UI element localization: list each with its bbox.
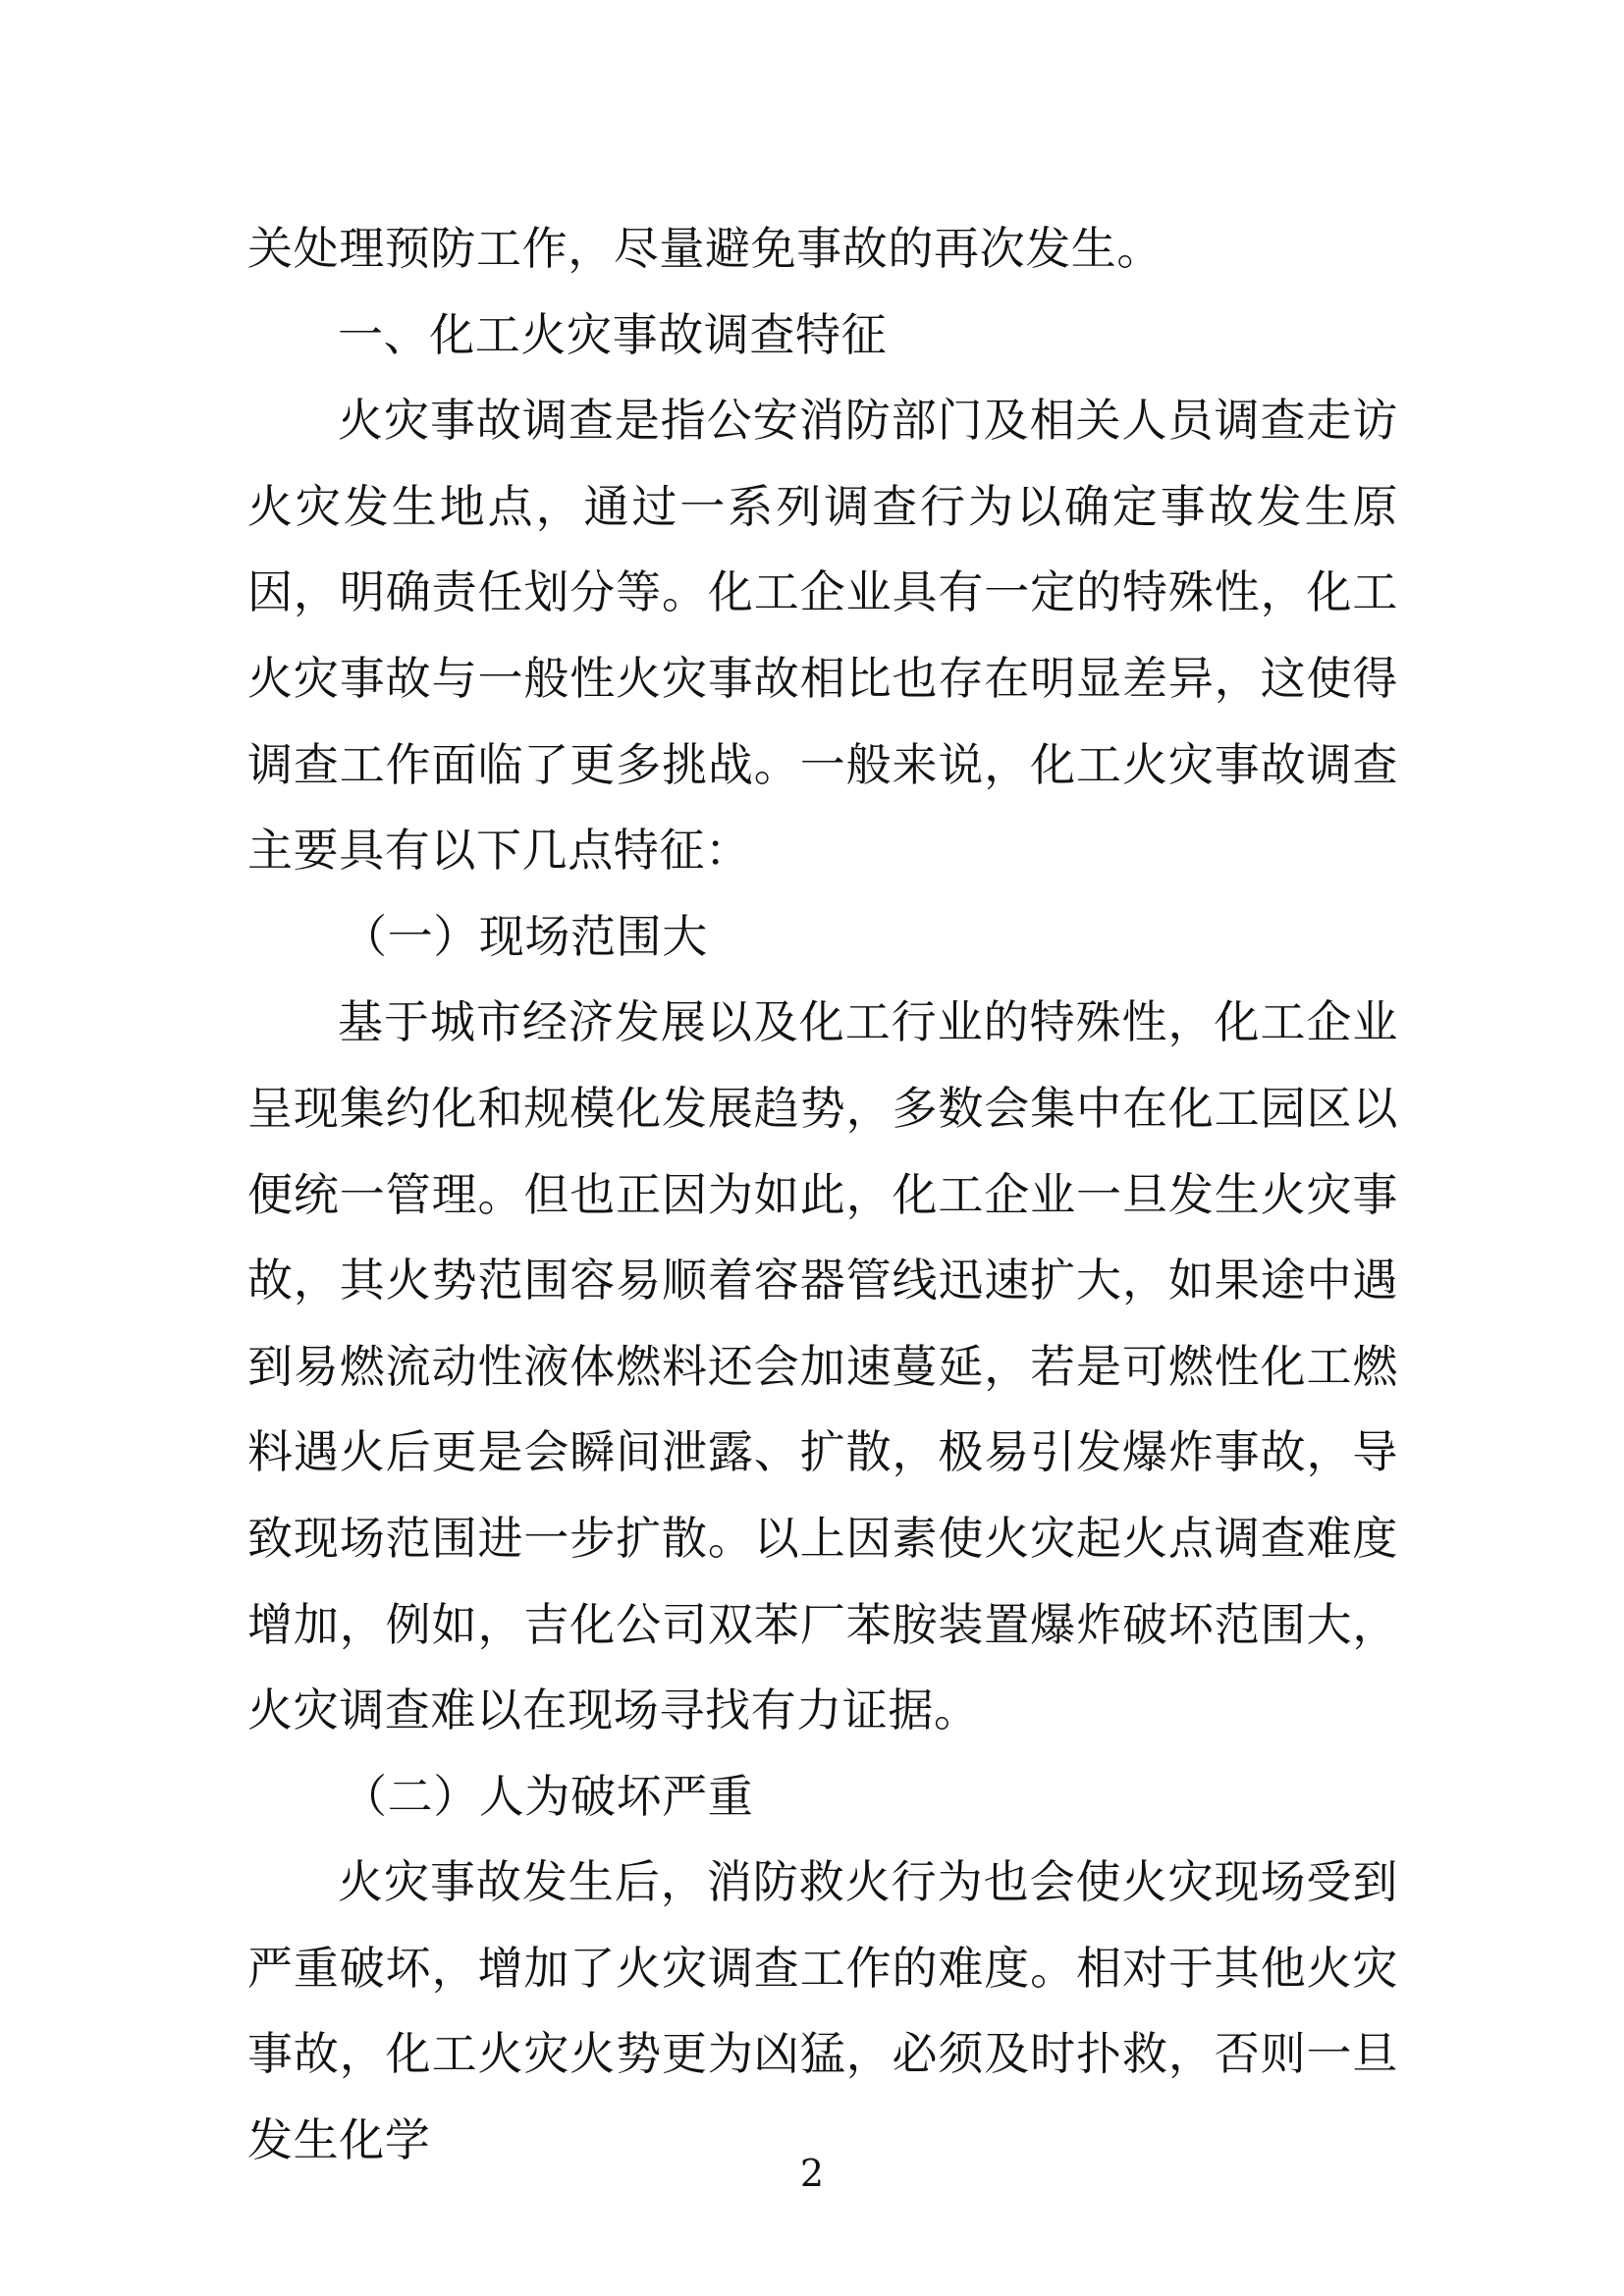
page-number: 2 [799, 2152, 825, 2195]
paragraph: 火灾事故发生后，消防救火行为也会使火灾现场受到严重破坏，增加了火灾调查工作的难度。相对于其他火灾事故，化工火灾火势更为凶猛，必须及时扑救，否则一旦发生化学 [247, 1855, 1398, 2167]
section-heading: 一、化工火灾事故调查特征 [338, 307, 888, 361]
paragraph: 基于城市经济发展以及化工行业的特殊性，化工企业呈现集约化和规模化发展趋势，多数会集中在化工园区以便统一管理。但也正因为如此，化工企业一旦发生火灾事故，其火势范围容易顺着容器管线迅速扩大，如果途中遇到易燃流动性液体燃料还会加速蔓延，若是可燃性化工燃料遇火后更是会瞬间泄露、扩散，极易引发爆炸事故，导致现场范围进一步扩散。以上因素使火灾起火点调查难度增加，例如，吉化公司双苯厂苯胺装置爆炸破坏范围大，火灾调查难以在现场寻找有力证据。 [247, 995, 1398, 1737]
subsection-heading: （一）现场范围大 [342, 909, 708, 963]
paragraph-continuation: 关处理预防工作，尽量避免事故的再次发生。 [247, 222, 1163, 275]
paragraph: 火灾事故调查是指公安消防部门及相关人员调查走访火灾发生地点，通过一系列调查行为以确定事故发生原因，明确责任划分等。化工企业具有一定的特殊性，化工火灾事故与一般性火灾事故相比也存在明显差异，这使得调查工作面临了更多挑战。一般来说，化工火灾事故调查主要具有以下几点特征： [247, 394, 1398, 878]
subsection-heading: （二）人为破坏严重 [342, 1769, 754, 1823]
document-body [247, 206, 1398, 2184]
